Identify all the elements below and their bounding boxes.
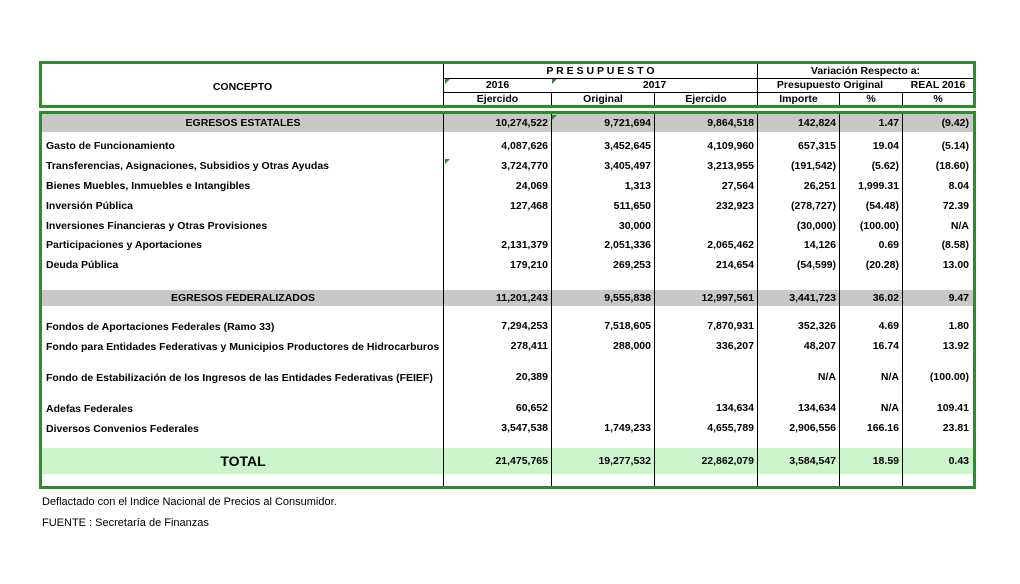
value-cell: 7,294,253: [501, 320, 548, 332]
value-cell: 3,724,770: [501, 160, 548, 172]
value-cell: (191,542): [791, 160, 836, 172]
value-cell: 9,864,518: [655, 114, 758, 132]
value-cell: 12,997,561: [655, 290, 758, 306]
value-cell: [444, 216, 552, 235]
ejercido-2016-heading: Ejercido: [476, 93, 519, 105]
value-cell: 511,650: [613, 200, 651, 212]
value-cell: 278,411: [510, 340, 548, 352]
concept-cell: TOTAL: [42, 448, 444, 474]
value-cell: 4,087,626: [501, 140, 548, 152]
value-cell: 24,069: [515, 180, 548, 192]
table-row: [42, 255, 973, 275]
value-cell: (54,599): [796, 259, 836, 271]
table-row: [42, 320, 973, 340]
value-cell: (100.00): [859, 219, 899, 232]
importe-heading: Importe: [779, 93, 818, 105]
table-header: [39, 61, 976, 108]
table-row: [42, 340, 973, 371]
value-cell: 109.41: [936, 402, 969, 414]
value-cell: 3,405,497: [604, 160, 651, 172]
value-cell: 127,468: [510, 200, 548, 212]
value-cell: (9.42): [903, 114, 973, 132]
value-cell: (30,000): [796, 219, 836, 232]
value-cell: 179,210: [510, 259, 548, 271]
value-cell: (20.28): [865, 259, 899, 271]
concept-cell: EGRESOS FEDERALIZADOS: [42, 290, 444, 306]
original-2017-heading: Original: [583, 93, 623, 105]
value-cell: 7,870,931: [707, 320, 754, 332]
section-title-row: [42, 290, 973, 306]
spacer-cell: [42, 275, 973, 290]
table-row: [42, 422, 973, 442]
value-cell: 3,213,955: [707, 160, 754, 172]
value-cell: 9,555,838: [552, 290, 655, 306]
value-cell: 657,315: [798, 140, 836, 152]
value-cell: 336,207: [716, 340, 754, 352]
value-cell: 9.47: [903, 290, 973, 306]
pct-real-heading: %: [933, 93, 943, 105]
value-cell: 0.43: [903, 448, 973, 474]
value-cell: 30,000: [618, 219, 651, 232]
year-2017-heading: 2017: [642, 79, 667, 91]
concepto-heading: CONCEPTO: [212, 81, 273, 93]
value-cell: 1,749,233: [604, 422, 651, 434]
value-cell: 60,652: [515, 402, 548, 414]
value-cell: 0.69: [878, 239, 899, 251]
pct-original-heading: %: [866, 93, 876, 105]
value-cell: 4,655,789: [707, 422, 754, 434]
value-cell: 13.92: [942, 340, 969, 352]
value-cell: 72.39: [942, 200, 969, 212]
value-cell: 27,564: [721, 180, 754, 192]
value-cell: (100.00): [929, 371, 969, 383]
value-cell: 13.00: [942, 259, 969, 271]
concept-cell: Transferencias, Asignaciones, Subsidios y Otras Ayudas: [46, 160, 330, 172]
value-cell: 2,131,379: [501, 239, 548, 251]
value-cell: 1,313: [624, 180, 651, 192]
year-2016-heading: 2016: [485, 79, 510, 91]
value-cell: 232,923: [716, 200, 754, 212]
value-cell: 18.59: [840, 448, 903, 474]
table-row: [42, 176, 973, 196]
value-cell: 2,065,462: [707, 239, 754, 251]
value-cell: 19.04: [872, 140, 899, 152]
concept-cell: Inversión Pública: [46, 200, 133, 212]
concept-cell: Inversiones Financieras y Otras Provisiones: [46, 219, 268, 232]
value-cell: 134,634: [798, 402, 836, 414]
value-cell: 36.02: [840, 290, 903, 306]
table-row: [42, 156, 973, 176]
value-cell: 16.74: [872, 340, 899, 352]
table-row: [42, 216, 973, 235]
value-cell: 214,654: [716, 259, 754, 271]
value-cell: (278,727): [791, 200, 836, 212]
value-cell: 3,452,645: [604, 140, 651, 152]
value-cell: 20,389: [515, 371, 548, 383]
table-body: [39, 111, 976, 489]
value-cell: (18.60): [935, 160, 969, 172]
value-cell: 19,277,532: [552, 448, 655, 474]
concept-cell: Diversos Convenios Federales: [46, 423, 199, 435]
value-cell: 4.69: [878, 320, 899, 332]
value-cell: 3,547,538: [501, 422, 548, 434]
value-cell: (8.58): [941, 239, 969, 251]
value-cell: [552, 402, 655, 422]
value-cell: (54.48): [865, 200, 899, 212]
concept-cell: Adefas Federales: [46, 403, 133, 415]
value-cell: 288,000: [613, 340, 651, 352]
value-cell: 1.47: [840, 114, 903, 132]
concept-cell: Fondos de Aportaciones Federales (Ramo 33): [46, 321, 275, 333]
table-row: [42, 235, 973, 255]
table-row: [42, 136, 973, 156]
presupuesto-original-heading: Presupuesto Original: [776, 79, 884, 91]
concept-cell: Participaciones y Aportaciones: [46, 239, 202, 251]
fuente-note: FUENTE : Secretaría de Finanzas: [42, 517, 209, 529]
value-cell: 21,475,765: [444, 448, 552, 474]
presupuesto-heading: P R E S U P U E S T O: [546, 65, 655, 77]
table-row: [42, 371, 973, 402]
value-cell: 2,906,556: [789, 422, 836, 434]
value-cell: [552, 371, 655, 402]
value-cell: 1.80: [948, 320, 969, 332]
value-cell: 23.81: [942, 422, 969, 434]
value-cell: 3,584,547: [758, 448, 840, 474]
table-row: [42, 402, 973, 422]
concept-cell: Bienes Muebles, Inmuebles e Intangibles: [46, 180, 251, 192]
value-cell: 8.04: [948, 180, 969, 192]
value-cell: 22,862,079: [655, 448, 758, 474]
spacer-cell: [42, 306, 973, 320]
concept-cell: Fondo de Estabilización de los Ingresos de las Entidades Federativas (FEIEF): [46, 372, 433, 384]
value-cell: 2,051,336: [604, 239, 651, 251]
value-cell: 10,274,522: [444, 114, 552, 132]
value-cell: 7,518,605: [604, 320, 651, 332]
total-row: [42, 448, 973, 474]
value-cell: 166.16: [866, 422, 899, 434]
concept-cell: Deuda Pública: [46, 259, 119, 271]
value-cell: (5.62): [871, 160, 899, 172]
budget-table: [42, 114, 973, 474]
value-cell: 11,201,243: [444, 290, 552, 306]
value-cell: N/A: [880, 371, 899, 383]
value-cell: N/A: [950, 219, 969, 232]
value-cell: 9,721,694: [552, 114, 655, 132]
value-cell: 48,207: [803, 340, 836, 352]
value-cell: 4,109,960: [707, 140, 754, 152]
value-cell: [655, 216, 758, 235]
value-cell: 14,126: [803, 239, 836, 251]
ejercido-2017-heading: Ejercido: [685, 93, 727, 105]
spacer-row: [42, 275, 973, 290]
table-row: [42, 196, 973, 216]
value-cell: 1,999.31: [858, 180, 899, 192]
value-cell: (5.14): [941, 140, 969, 152]
value-cell: 134,634: [716, 402, 754, 414]
concept-cell: Fondo para Entidades Federativas y Municipios Productores de Hidrocarburos: [46, 341, 440, 353]
concept-cell: EGRESOS ESTATALES: [42, 114, 444, 132]
section-title-row: [42, 114, 973, 132]
variacion-heading: Variación Respecto a:: [810, 65, 921, 77]
value-cell: N/A: [880, 402, 899, 414]
concept-cell: Gasto de Funcionamiento: [46, 140, 175, 152]
value-cell: 3,441,723: [758, 290, 840, 306]
value-cell: 269,253: [613, 259, 651, 271]
value-cell: N/A: [817, 371, 836, 383]
spacer-row: [42, 306, 973, 320]
deflactado-note: Deflactado con el Indice Nacional de Precios al Consumidor.: [42, 496, 337, 508]
real-2016-heading: REAL 2016: [910, 79, 966, 91]
value-cell: 142,824: [758, 114, 840, 132]
value-cell: 352,326: [798, 320, 836, 332]
value-cell: [655, 371, 758, 402]
value-cell: 26,251: [803, 180, 836, 192]
